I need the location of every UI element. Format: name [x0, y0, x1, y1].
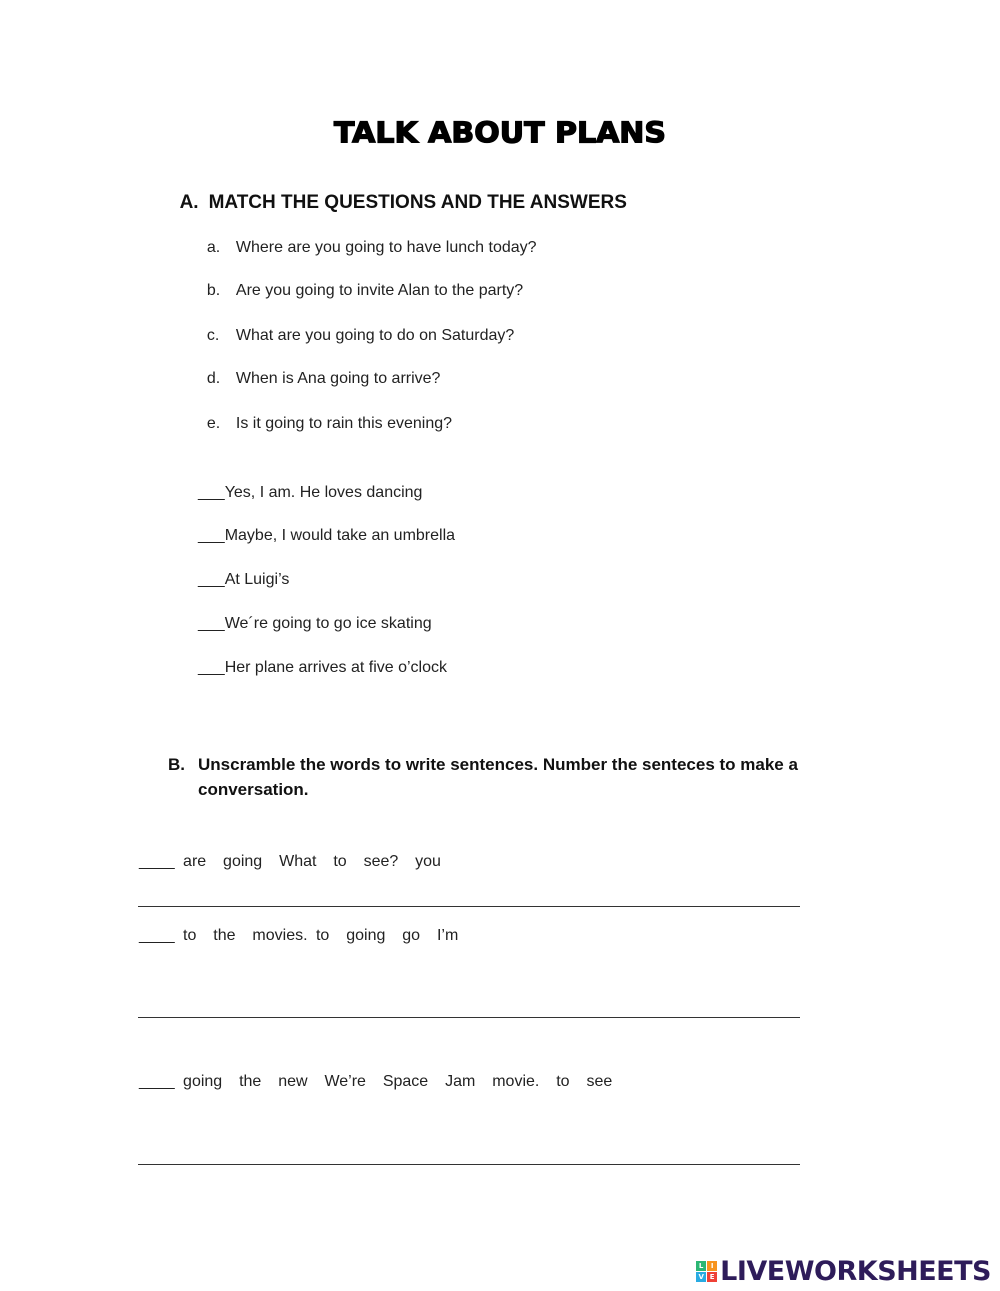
- question-letter: a.: [206, 239, 221, 256]
- question-letter: e.: [206, 415, 221, 432]
- answer-blank-item[interactable]: ___At Luigi’s: [198, 571, 290, 588]
- logo-square: L: [696, 1261, 706, 1271]
- scrambled-sentence[interactable]: ____ going the new We’re Space Jam movie. to see: [139, 1073, 613, 1090]
- scrambled-sentence[interactable]: ____ to the movies. to going go I’m: [139, 927, 459, 944]
- logo-text: LIVEWORKSHEETS: [720, 1256, 991, 1287]
- scrambled-sentence[interactable]: ____ are going What to see? you: [139, 853, 441, 870]
- question-letter: c.: [206, 327, 220, 344]
- section-b-instructions: Unscramble the words to write sentences. Number the senteces to make a conversation.: [198, 755, 798, 799]
- question-letter: d.: [206, 370, 221, 387]
- question-item: [198, 397, 452, 433]
- question-item: [198, 352, 440, 388]
- worksheet-title: TALK ABOUT PLANS: [333, 116, 667, 151]
- question-text: Is it going to rain this evening?: [235, 415, 453, 432]
- answer-line[interactable]: [138, 1017, 800, 1018]
- answer-line[interactable]: [138, 906, 800, 907]
- logo-square: I: [707, 1261, 717, 1271]
- logo-square: E: [707, 1272, 717, 1282]
- section-a-letter: A.: [179, 192, 199, 213]
- question-item: [198, 309, 514, 345]
- logo-square: V: [696, 1272, 706, 1282]
- answer-blank-item[interactable]: ___We´re going to go ice skating: [198, 615, 432, 632]
- section-b-heading: [168, 752, 818, 802]
- answer-blank-item[interactable]: ___Maybe, I would take an umbrella: [198, 527, 456, 544]
- question-item: [198, 221, 537, 257]
- liveworksheets-logo: [696, 1256, 991, 1287]
- answer-line[interactable]: [138, 1164, 800, 1165]
- question-text: Where are you going to have lunch today?: [235, 239, 537, 256]
- answer-blank-item[interactable]: ___Her plane arrives at five o’clock: [198, 659, 448, 676]
- question-text: When is Ana going to arrive?: [235, 370, 441, 387]
- answer-blank-item[interactable]: ___Yes, I am. He loves dancing: [198, 484, 423, 501]
- section-b-letter: B.: [168, 755, 185, 774]
- question-letter: b.: [206, 282, 221, 299]
- question-text: What are you going to do on Saturday?: [235, 327, 515, 344]
- question-text: Are you going to invite Alan to the party?: [235, 282, 524, 299]
- section-a-heading: [169, 170, 627, 214]
- logo-mark-icon: [696, 1261, 717, 1282]
- question-item: [198, 264, 523, 300]
- section-a-title: MATCH THE QUESTIONS AND THE ANSWERS: [208, 192, 627, 213]
